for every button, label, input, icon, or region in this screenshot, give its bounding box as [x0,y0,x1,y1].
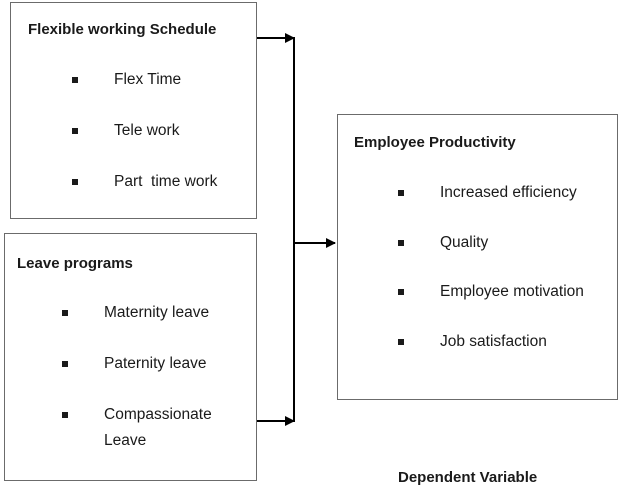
list-item-job-satisfaction: Job satisfaction [440,333,547,350]
leave-programs-title: Leave programs [17,255,133,272]
flexible-schedule-title: Flexible working Schedule [28,21,217,38]
dependent-variable-label: Dependent Variable [398,469,538,486]
list-item-quality: Quality [440,234,489,251]
list-item-maternity-leave: Maternity leave [104,304,210,321]
list-item-paternity-leave: Paternity leave [104,355,207,372]
list-item-compassionate: Compassionate [104,406,212,423]
list-item-tele-work: Tele work [114,122,180,139]
list-item-flex-time: Flex Time [114,71,182,88]
list-item-increased-efficiency: Increased efficiency [440,184,577,201]
list-item-part-time-work: Part time work [114,173,218,190]
list-item-compassionate-leave: Leave [104,432,147,449]
employee-productivity-title: Employee Productivity [354,134,516,151]
list-item-employee-motivation: Employee motivation [440,283,584,300]
